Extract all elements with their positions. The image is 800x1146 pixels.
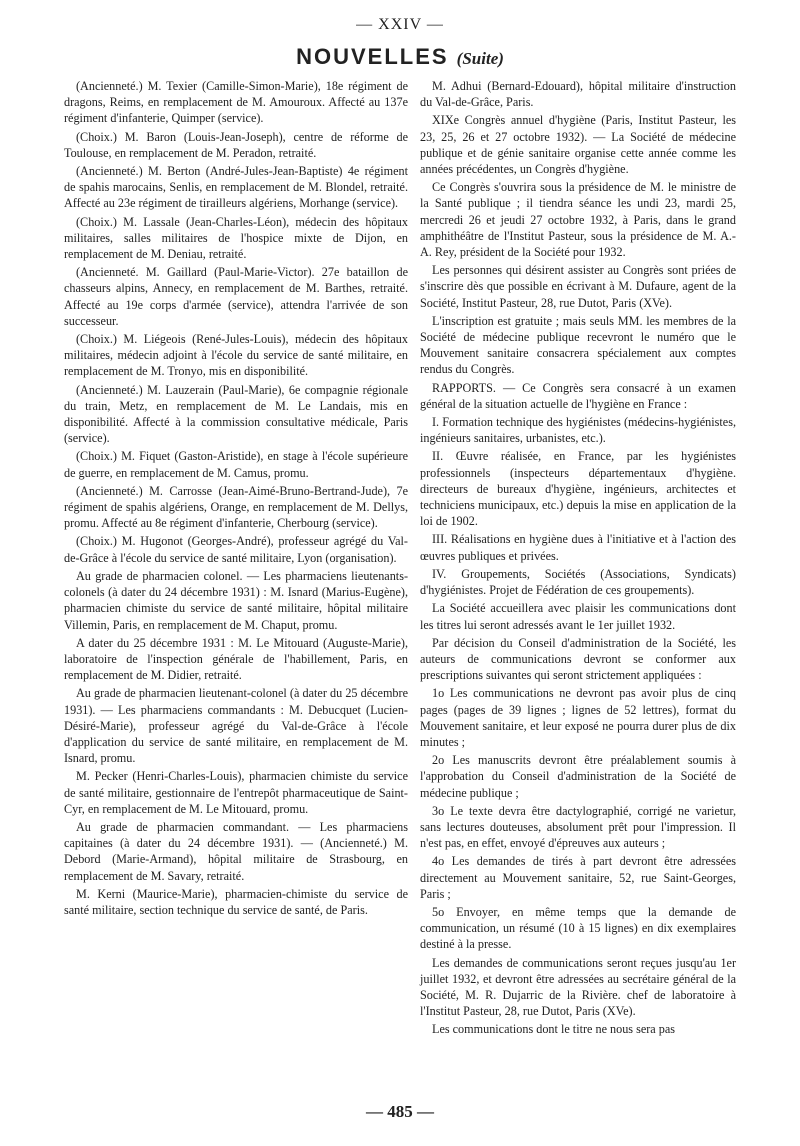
paragraph: RAPPORTS. — Ce Congrès sera consacré à un examen général de la situation actuelle de l'hygiène en France : — [420, 380, 736, 411]
paragraph: (Choix.) M. Liégeois (René-Jules-Louis), médecin des hôpitaux militaires, médecin adjoint à l'école du service de santé militaire, en remplacement de M. Tronyo, mis en disponibilité. — [64, 332, 408, 379]
paragraph: A dater du 25 décembre 1931 : M. Le Mitouard (Auguste-Marie), laboratoire de l'inspection générale de l'habillement, Paris, en remplacement de M. Didier, retraité. — [64, 635, 408, 683]
paragraph: 5o Envoyer, en même temps que la demande de communication, un résumé (10 à 15 lignes) en dix exemplaires destiné à la presse. — [420, 904, 736, 952]
paragraph: (Choix.) M. Baron (Louis-Jean-Joseph), centre de réforme de Toulouse, en remplacement de M. Peradon, retraité. — [64, 129, 408, 160]
paragraph: (Ancienneté.) M. Carrosse (Jean-Aimé-Bruno-Bertrand-Jude), 7e régiment de spahis algériens, Orange, en remplacement de M. Dellys, promu. Affecté au 8e régiment d'infanterie, Cherbourg (service). — [64, 483, 408, 531]
paragraph: M. Adhui (Bernard-Edouard), hôpital militaire d'instruction du Val-de-Grâce, Paris. — [420, 79, 736, 110]
paragraph: M. Pecker (Henri-Charles-Louis), pharmacien chimiste du service de santé militaire, gestionnaire de l'entrepôt pharmaceutique de Saint-Cyr, en remplacement de M. Le Mitouard, promu. — [64, 769, 408, 816]
paragraph: 1o Les communications ne devront pas avoir plus de cinq pages (pages de 39 lignes ; lignes de 52 lettres), format du Mouvement sanitaire, et leur exposé ne pourra durer plus de dix minutes ; — [420, 686, 736, 749]
page-title — [0, 44, 800, 70]
paragraph: 2o Les manuscrits devront être préalablement soumis à l'approbation du Conseil d'administration de la Société de médecine publique ; — [420, 753, 736, 800]
paragraph: (Ancienneté.) M. Lauzerain (Paul-Marie), 6e compagnie régionale du train, Metz, en remplacement de M. Le Landais, mis en disponibilité. Affecté à la commission consultative médicale, Paris (service). — [64, 382, 408, 446]
paragraph: II. Œuvre réalisée, en France, par les hygiénistes professionnels (inspecteurs départementaux d'hygiène. directeurs de bureaux d'hygiène, ingénieurs, architectes et techniciens municipaux, etc.) depuis la mise en application de la loi de 1902. — [420, 449, 736, 529]
paragraph: IV. Groupements, Sociétés (Associations, Syndicats) d'hygiénistes. Projet de Fédération de ces groupements). — [420, 566, 736, 598]
paragraph: M. Kerni (Maurice-Marie), pharmacien-chimiste du service de santé militaire, section technique du service de santé, de Paris. — [64, 886, 408, 917]
paragraph: Au grade de pharmacien commandant. — Les pharmaciens capitaines (à dater du 24 décembre 1931). — (Ancienneté.) M. Debord (Marie-Armand), hôpital militaire de Strasbourg, en remplacement de M. Savary, retraité. — [64, 819, 408, 883]
page-number: — 485 — — [366, 1102, 434, 1121]
paragraph: XIXe Congrès annuel d'hygiène (Paris, Institut Pasteur, les 23, 25, 26 et 27 octobre 1932). — La Société de médecine publique et de génie sanitaire organise cette année comme les années précédentes, un Congrès d'hygiène. — [420, 113, 736, 177]
title-text: NOUVELLES — [296, 44, 449, 69]
paragraph: Les personnes qui désirent assister au Congrès sont priées de s'inscrire dès que possible en écrivant à M. Dufaure, agent de la Société, Institut Pasteur, 28, rue Dutot, Paris (XVe). — [420, 263, 736, 310]
right-column — [420, 78, 736, 1040]
paragraph: (Ancienneté. M. Gaillard (Paul-Marie-Victor). 27e bataillon de chasseurs alpins, Annecy, en remplacement de M. Barthes, retraité. Affecté au 19e corps d'armée (service), attendra l'arrivée de son successeur. — [64, 265, 408, 328]
paragraph: L'inscription est gratuite ; mais seuls MM. les membres de la Société de médecine publique recevront le numéro que le Mouvement sanitaire consacrera spécialement aux comptes rendus du Congrès. — [420, 313, 736, 377]
left-column — [64, 78, 408, 920]
paragraph: (Choix.) M. Lassale (Jean-Charles-Léon), médecin des hôpitaux militaires, salles militaires de l'hospice mixte de Dijon, en remplacement de M. Deniau, retraité. — [64, 214, 408, 262]
paragraph: Au grade de pharmacien colonel. — Les pharmaciens lieutenants-colonels (à dater du 24 décembre 1931) : M. Isnard (Marius-Eugène), pharmacien chimiste du service de santé militaire, hôpital militaire Villemin, Paris, en remplacement de M. Chaput, promu. — [64, 568, 408, 632]
paragraph: (Ancienneté.) M. Texier (Camille-Simon-Marie), 18e régiment de dragons, Reims, en remplacement de M. Amouroux. Affecté au 137e régiment d'infanterie, Quimper (service). — [64, 79, 408, 126]
page-header-roman: — XXIV — — [356, 16, 444, 33]
paragraph: (Ancienneté.) M. Berton (André-Jules-Jean-Baptiste) 4e régiment de spahis marocains, Senlis, en remplacement de M. Blondel, retraité. Affecté au 23e régiment de tirailleurs algériens, Morhange (service). — [64, 164, 408, 211]
paragraph: III. Réalisations en hygiène dues à l'initiative et à l'action des œuvres publiques et privées. — [420, 532, 736, 563]
paragraph: (Choix.) M. Fiquet (Gaston-Aristide), en stage à l'école supérieure de guerre, en remplacement de M. Camus, promu. — [64, 449, 408, 480]
paragraph: Par décision du Conseil d'administration de la Société, les auteurs de communications devront se conformer aux prescriptions suivantes qui seront strictement appliquées : — [420, 635, 736, 683]
paragraph: Au grade de pharmacien lieutenant-colonel (à dater du 25 décembre 1931). — Les pharmaciens commandants : M. Debucquet (Lucien-Désiré-Marie), professeur agrégé du Val-de-Grâce à l'école d'application du service de santé militaire, en remplacement de M. Isnard, promu. — [64, 686, 408, 766]
paragraph: Les communications dont le titre ne nous sera pas — [432, 1022, 676, 1037]
paragraph: Ce Congrès s'ouvrira sous la présidence de M. le ministre de la Santé publique ; il tiendra séance les undi 23, mardi 25, mercredi 26 et jeudi 27 octobre 1932, à Paris, dans le grand amphithéâtre de l'Institut Pasteur, sous la présidence de M. A.-A. Rey, président de la Société pour 1932. — [420, 180, 736, 260]
title-suite: (Suite) — [456, 49, 504, 68]
paragraph: I. Formation technique des hygiénistes (médecins-hygiénistes, ingénieurs sanitaires, urbanistes, etc.). — [420, 415, 736, 446]
paragraph: 4o Les demandes de tirés à part devront être adressées directement au Mouvement sanitaire, 52, rue Saint-Georges, Paris ; — [420, 854, 736, 901]
paragraph: Les demandes de communications seront reçues jusqu'au 1er juillet 1932, et devront être adressées au secrétaire général de la Société, M. R. Dujarric de la Rivière. chef de laboratoire à l'Institut Pasteur, 28, rue Dutot, Paris (XVe). — [420, 955, 736, 1019]
paragraph: 3o Le texte devra être dactylographié, corrigé ne varietur, sans lectures douteuses, absolument prêt pour l'impression. Il n'est pas, en effet, envoyé d'épreuves aux auteurs ; — [420, 803, 736, 851]
paragraph: La Société accueillera avec plaisir les communications dont les titres lui seront adressés avant le 1er juillet 1932. — [420, 601, 736, 632]
paragraph: (Choix.) M. Hugonot (Georges-André), professeur agrégé du Val-de-Grâce à l'école du service de santé militaire, Lyon (organisation). — [64, 534, 408, 565]
